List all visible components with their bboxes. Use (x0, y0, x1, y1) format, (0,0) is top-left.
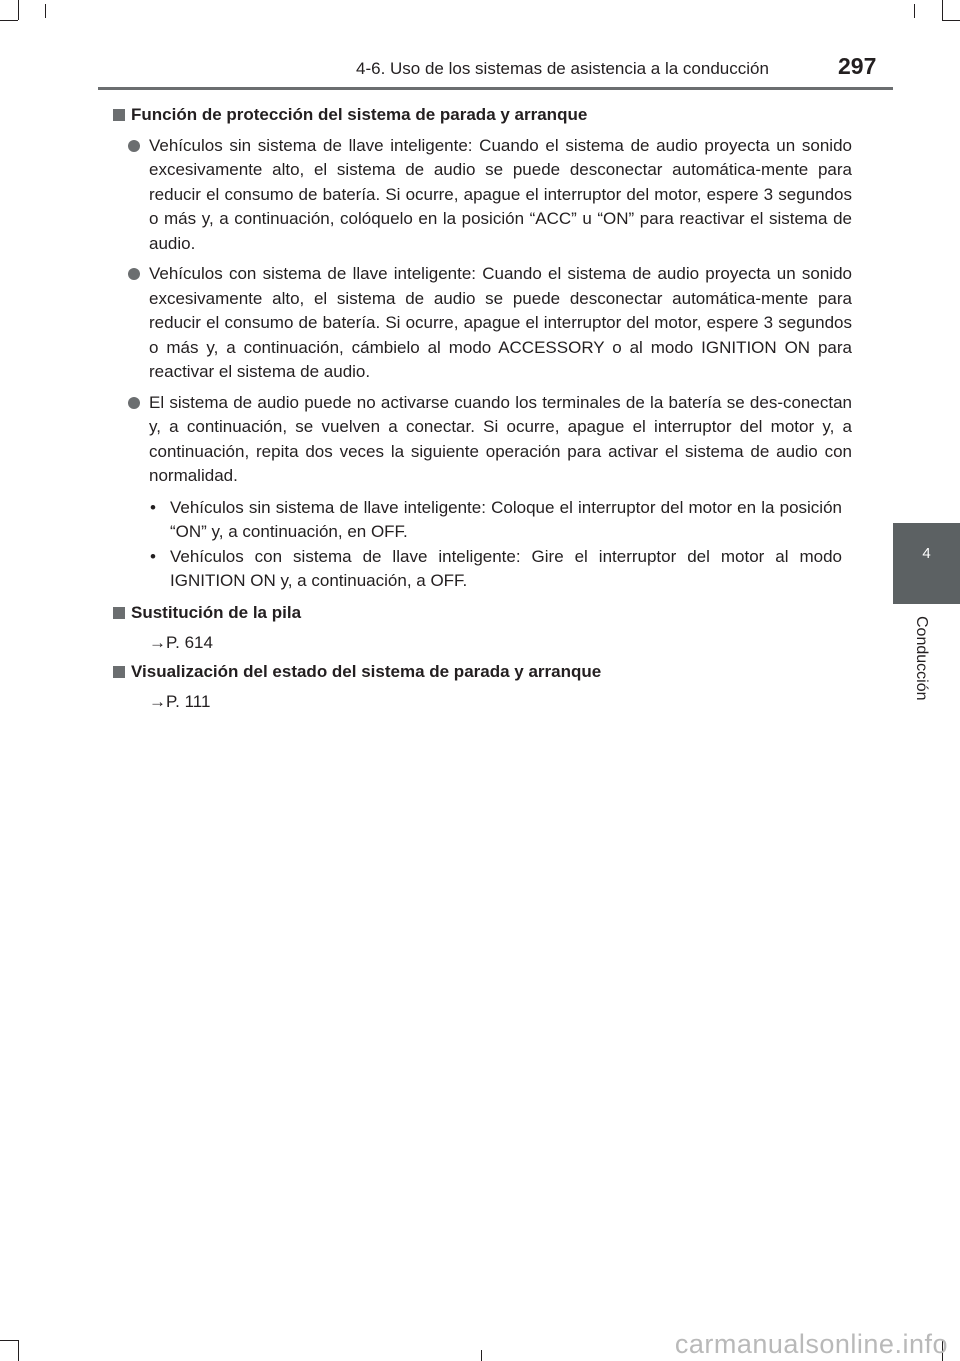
list-item-text: El sistema de audio puede no activarse cuando los terminales de la batería se des-conectan y, a continuación, se vuelven a conectar. Si ocurre, apague el interruptor del motor y, a continuación, repita dos veces la siguiente operación para activar el sistema de audio con normalidad. (149, 392, 852, 485)
square-bullet-icon (113, 607, 125, 619)
crop-mark-top-left-v (18, 0, 19, 20)
section-heading-visualizacion (112, 660, 852, 685)
chapter-tab-label: Conducción (913, 616, 930, 701)
chapter-side-tab (893, 523, 960, 604)
dot-bullet-icon: • (150, 497, 156, 517)
circle-bullet-icon (128, 268, 140, 280)
dot-bullet-icon: • (150, 546, 156, 566)
square-bullet-icon (113, 109, 125, 121)
crop-mark-bottom-left-v (18, 1340, 19, 1361)
sub-list (112, 496, 852, 594)
chapter-header-title: 4-6. Uso de los sistemas de asistencia a la conducción (356, 59, 769, 78)
circle-bullet-icon (128, 397, 140, 409)
crop-mark-bottom-left-h (0, 1340, 18, 1341)
list-item-text: Vehículos sin sistema de llave inteligente: Cuando el sistema de audio proyecta un sonido excesivamente alto, el sistema de audio se puede desconectar automática-mente para reducir el consumo de batería. Si ocurre, apague el interruptor del motor, espere 3 segundos o más y, a continuación, colóquelo en la posición “ACC” u “ON” para reactivar el sistema de audio. (149, 135, 852, 253)
crop-mark-top-left-h (0, 20, 18, 21)
section-heading-sustitucion (112, 601, 852, 626)
page-number: 297 (838, 53, 877, 79)
list-item (112, 134, 852, 257)
crop-mark-top-center-left (45, 4, 46, 18)
watermark-text: carmanualsonline.info (674, 1329, 948, 1359)
list-item-text: Vehículos con sistema de llave inteligente: Cuando el sistema de audio proyecta un sonido excesivamente alto, el sistema de audio se puede desconectar automática-mente para reducir el consumo de batería. Si ocurre, apague el interruptor del motor, espere 3 segundos o más y, a continuación, cámbielo al modo ACCESSORY o al modo IGNITION ON para reactivar el sistema de audio. (149, 264, 852, 381)
crop-mark-top-right-h (942, 20, 960, 21)
chapter-tab-number: 4 (922, 545, 931, 562)
sub-list-item-text: Vehículos con sistema de llave inteligente: Gire el interruptor del motor al modo IGNITION ON y, a continuación, a OFF. (170, 546, 842, 590)
list-item (112, 262, 852, 385)
header-rule (98, 87, 893, 90)
page-reference-link[interactable]: →P. 111 (149, 692, 211, 711)
list-item (112, 391, 852, 489)
sub-list-item-text: Vehículos sin sistema de llave inteligente: Coloque el interruptor del motor en la posición “ON” y, a continuación, en OFF. (170, 497, 842, 541)
section-heading-text: Visualización del estado del sistema de parada y arranque (131, 661, 602, 681)
circle-bullet-icon (128, 140, 140, 152)
crop-mark-top-center-right (914, 4, 915, 18)
crop-mark-bottom-center (481, 1350, 482, 1361)
section-heading-proteccion (112, 103, 852, 128)
crop-mark-top-right-v (942, 0, 943, 20)
section-heading-text: Función de protección del sistema de parada y arranque (131, 105, 588, 124)
section-heading-text: Sustitución de la pila (131, 602, 302, 622)
sub-list-item (112, 545, 842, 594)
square-bullet-icon (113, 666, 125, 678)
page-reference-link[interactable]: →P. 614 (149, 633, 213, 652)
sub-list-item (112, 496, 842, 545)
page-content (112, 103, 852, 715)
